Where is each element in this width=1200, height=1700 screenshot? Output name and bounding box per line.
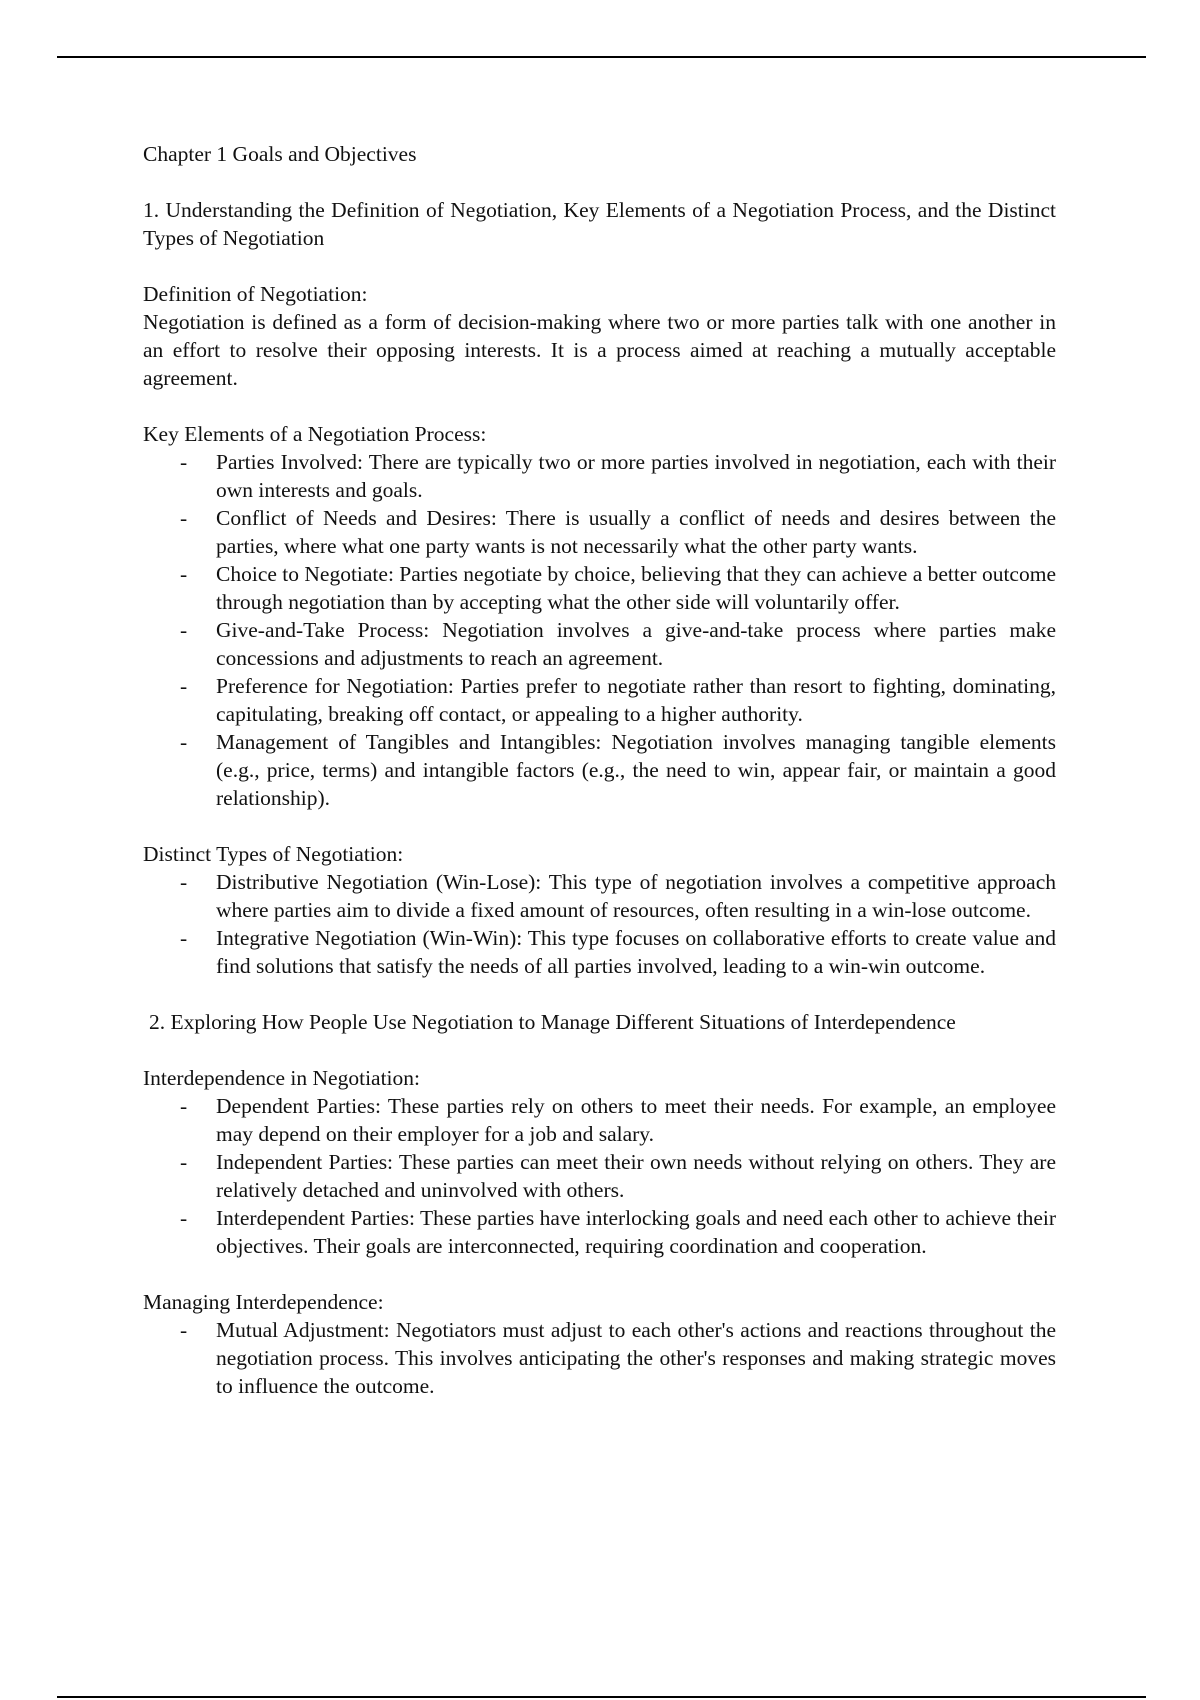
types-list <box>143 868 1056 980</box>
list-item: - Integrative Negotiation (Win-Win): This type focuses on collaborative efforts to create value and find solutions that satisfy the needs of all parties involved, leading to a win-win outcome. <box>143 924 1056 980</box>
list-item: - Choice to Negotiate: Parties negotiate by choice, believing that they can achieve a better outcome through negotiation than by accepting what the other side will voluntarily offer. <box>143 560 1056 616</box>
document-body <box>143 140 1056 1400</box>
list-item: - Management of Tangibles and Intangibles: Negotiation involves managing tangible elements (e.g., price, terms) and intangible factors (e.g., the need to win, appear fair, or maintain a good relationship). <box>143 728 1056 812</box>
key-elements-list <box>143 448 1056 812</box>
footer-rule <box>57 1696 1146 1698</box>
section2-heading: 2. Exploring How People Use Negotiation to Manage Different Situations of Interdependence <box>149 1010 956 1034</box>
interdependence-heading: Interdependence in Negotiation: <box>143 1066 421 1090</box>
list-item: - Conflict of Needs and Desires: There is usually a conflict of needs and desires between the parties, where what one party wants is not necessarily what the other party wants. <box>143 504 1056 560</box>
definition-text: Negotiation is defined as a form of decision-making where two or more parties talk with one another in an effort to resolve their opposing interests. It is a process aimed at reaching a mutually acceptable agreement. <box>143 310 1056 390</box>
managing-heading: Managing Interdependence: <box>143 1290 384 1314</box>
managing-list <box>143 1316 1056 1400</box>
list-item: - Distributive Negotiation (Win-Lose): This type of negotiation involves a competitive approach where parties aim to divide a fixed amount of resources, often resulting in a win-lose outcome. <box>143 868 1056 924</box>
list-item: - Interdependent Parties: These parties have interlocking goals and need each other to achieve their objectives. Their goals are interconnected, requiring coordination and cooperation. <box>143 1204 1056 1260</box>
list-item: - Independent Parties: These parties can meet their own needs without relying on others. They are relatively detached and uninvolved with others. <box>143 1148 1056 1204</box>
key-elements-heading: Key Elements of a Negotiation Process: <box>143 422 487 446</box>
definition-heading: Definition of Negotiation: <box>143 282 368 306</box>
list-item: - Parties Involved: There are typically two or more parties involved in negotiation, each with their own interests and goals. <box>143 448 1056 504</box>
header-rule <box>57 56 1146 58</box>
list-item: - Give-and-Take Process: Negotiation involves a give-and-take process where parties make concessions and adjustments to reach an agreement. <box>143 616 1056 672</box>
list-item: - Mutual Adjustment: Negotiators must adjust to each other's actions and reactions throughout the negotiation process. This involves anticipating the other's responses and making strategic moves to influence the outcome. <box>143 1316 1056 1400</box>
chapter-title: Chapter 1 Goals and Objectives <box>143 142 417 166</box>
list-item: - Dependent Parties: These parties rely on others to meet their needs. For example, an employee may depend on their employer for a job and salary. <box>143 1092 1056 1148</box>
section1-heading: 1. Understanding the Definition of Negotiation, Key Elements of a Negotiation Process, and the Distinct Types of Negotiation <box>143 198 1056 250</box>
list-item: - Preference for Negotiation: Parties prefer to negotiate rather than resort to fighting, dominating, capitulating, breaking off contact, or appealing to a higher authority. <box>143 672 1056 728</box>
interdependence-list <box>143 1092 1056 1260</box>
types-heading: Distinct Types of Negotiation: <box>143 842 404 866</box>
